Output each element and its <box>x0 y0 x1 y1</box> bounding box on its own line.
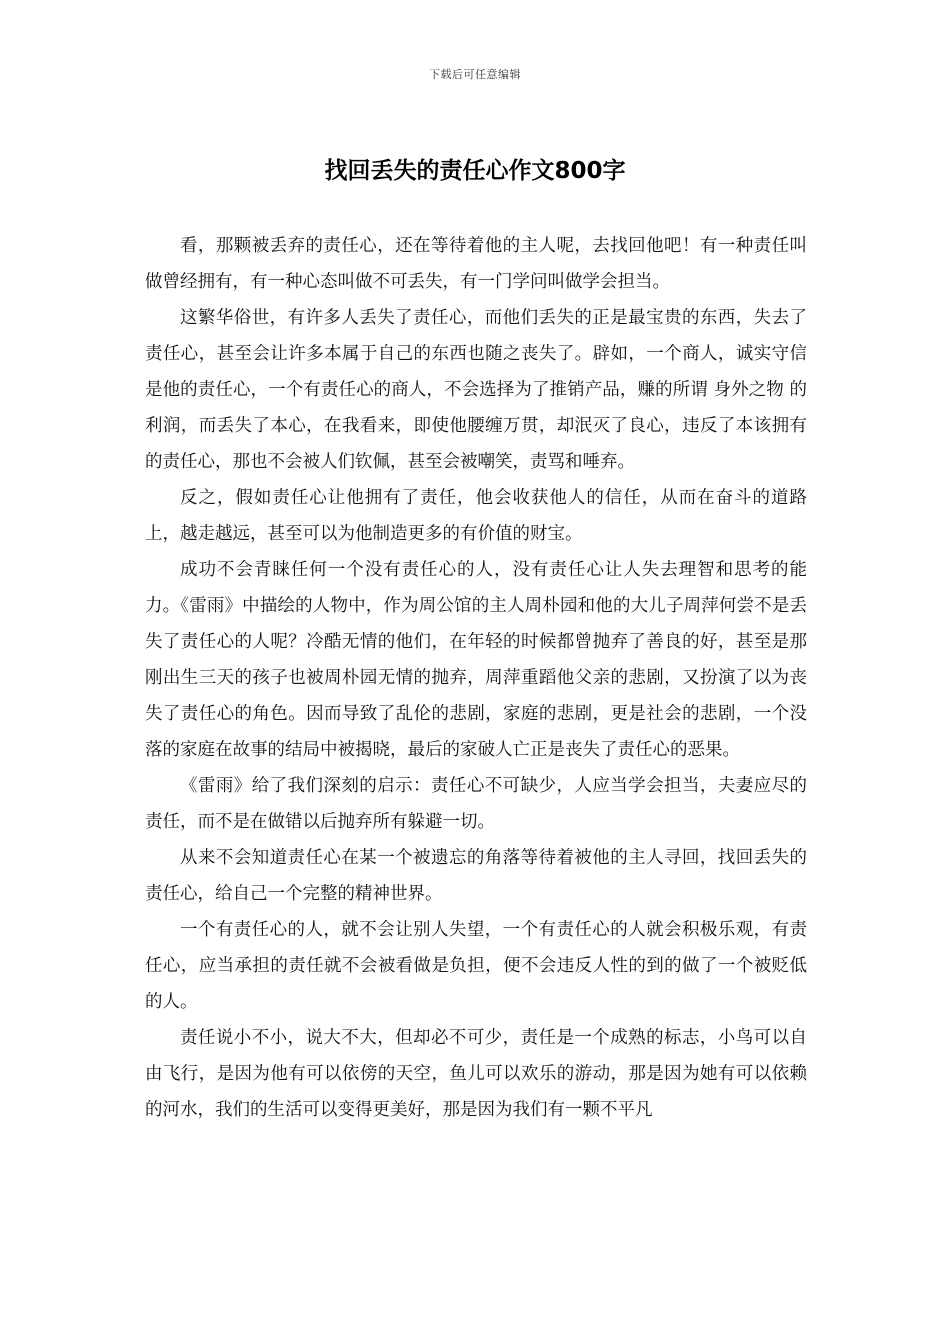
paragraph-7: 一个有责任心的人，就不会让别人失望，一个有责任心的人就会积极乐观，有责任心，应当承担的责任就不会被看做是负担，便不会违反人性的到的做了一个被贬低的人。 <box>145 920 807 1012</box>
paragraph-1: 看，那颗被丢弃的责任心，还在等待着他的主人呢，去找回他吧！有一种责任叫做曾经拥有，有一种心态叫做不可丢失，有一门学问叫做学会担当。 <box>145 236 807 292</box>
page-header-note: 下载后可任意编辑 <box>429 68 521 81</box>
paragraph-4: 成功不会青睐任何一个没有责任心的人，没有责任心让人失去理智和思考的能力。《雷雨》中描绘的人物中，作为周公馆的主人周朴园和他的大儿子周萍何尝不是丢失了责任心的人呢？冷酷无情的他们，在年轻的时候都曾抛弃了善良的好，甚至是那刚出生三天的孩子也被周朴园无情的抛弃，周萍重蹈他父亲的悲剧，又扮演了以为丧失了责任心的角色。因而导致了乱伦的悲剧，家庭的悲剧，更是社会的悲剧，一个没落的家庭在故事的结局中被揭晓，最后的家破人亡正是丧失了责任心的恶果。 <box>145 560 807 760</box>
paragraph-3: 反之，假如责任心让他拥有了责任，他会收获他人的信任，从而在奋斗的道路上，越走越远，甚至可以为他制造更多的有价值的财宝。 <box>145 488 807 544</box>
paragraph-5: 《雷雨》给了我们深刻的启示：责任心不可缺少，人应当学会担当，夫妻应尽的责任，而不是在做错以后抛弃所有躲避一切。 <box>145 776 807 832</box>
paragraph-8: 责任说小不小，说大不大，但却必不可少，责任是一个成熟的标志，小鸟可以自由飞行，是因为他有可以依傍的天空，鱼儿可以欢乐的游动，那是因为她有可以依赖的河水，我们的生活可以变得更美好，那是因为我们有一颗不平凡 <box>145 1028 807 1120</box>
document-body <box>145 228 807 1128</box>
document-title: 找回丢失的责任心作文800字 <box>324 158 626 184</box>
paragraph-6: 从来不会知道责任心在某一个被遗忘的角落等待着被他的主人寻回，找回丢失的责任心，给自己一个完整的精神世界。 <box>145 848 807 904</box>
paragraph-2: 这繁华俗世，有许多人丢失了责任心，而他们丢失的正是最宝贵的东西，失去了责任心，甚至会让许多本属于自己的东西也随之丧失了。辟如，一个商人，诚实守信是他的责任心，一个有责任心的商人，不会选择为了推销产品，赚的所谓 身外之物 的利润，而丢失了本心，在我看来，即使他腰缠万贯，却泯灭了良心，违反了本该拥有的责任心，那也不会被人们钦佩，甚至会被嘲笑，责骂和唾弃。 <box>145 308 807 472</box>
